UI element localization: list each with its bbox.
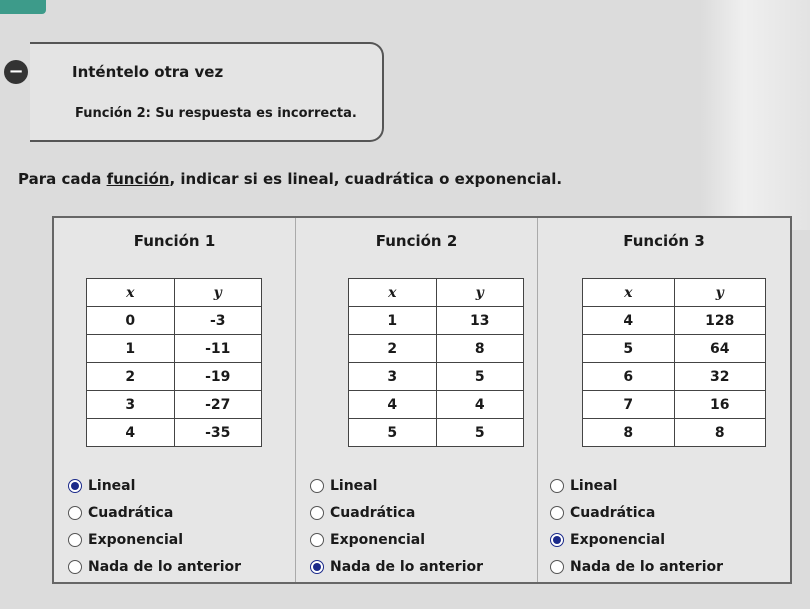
table-cell: 4 xyxy=(583,307,675,335)
table-row xyxy=(583,363,766,391)
table-row xyxy=(87,307,262,335)
table-row xyxy=(87,391,262,419)
table-cell: 8 xyxy=(583,419,675,447)
radio-button[interactable] xyxy=(68,560,82,574)
table-row xyxy=(583,419,766,447)
table-row xyxy=(349,307,524,335)
answer-options xyxy=(68,472,241,580)
answer-option[interactable] xyxy=(310,472,483,499)
option-label[interactable]: Exponencial xyxy=(88,531,184,548)
table-row xyxy=(87,363,262,391)
radio-button[interactable] xyxy=(68,479,82,493)
function-column xyxy=(538,218,790,582)
table-row xyxy=(349,419,524,447)
answer-option[interactable] xyxy=(550,553,723,580)
table-cell: -11 xyxy=(174,335,262,363)
feedback-banner xyxy=(30,42,384,142)
option-label[interactable]: Nada de lo anterior xyxy=(570,558,724,575)
table-cell: 4 xyxy=(436,391,524,419)
radio-button[interactable] xyxy=(550,479,564,493)
table-cell: 6 xyxy=(583,363,675,391)
table-cell: -3 xyxy=(174,307,262,335)
function-title: Función 3 xyxy=(623,232,705,250)
answer-option[interactable] xyxy=(310,526,483,553)
table-cell: 13 xyxy=(436,307,524,335)
table-cell: 128 xyxy=(674,307,766,335)
table-cell: 5 xyxy=(349,419,437,447)
table-row xyxy=(349,391,524,419)
radio-button[interactable] xyxy=(550,533,564,547)
radio-button[interactable] xyxy=(550,560,564,574)
radio-button[interactable] xyxy=(68,533,82,547)
answer-option[interactable] xyxy=(550,526,723,553)
function-title: Función 1 xyxy=(133,232,216,250)
table-cell: 1 xyxy=(349,307,437,335)
table-row xyxy=(583,335,766,363)
column-header: y xyxy=(674,279,766,307)
table-cell: 8 xyxy=(436,335,524,363)
column-header: x xyxy=(87,279,175,307)
table-cell: 7 xyxy=(583,391,675,419)
values-table xyxy=(348,278,524,447)
function-title: Función 2 xyxy=(375,232,458,250)
table-header-row xyxy=(349,279,524,307)
table-cell: 32 xyxy=(674,363,766,391)
funcion-link[interactable]: función xyxy=(106,170,170,188)
radio-button[interactable] xyxy=(310,560,324,574)
option-label[interactable]: Cuadrática xyxy=(330,504,416,521)
answer-options xyxy=(550,472,723,580)
option-label[interactable]: Lineal xyxy=(570,477,618,494)
option-label[interactable]: Lineal xyxy=(88,477,136,494)
table-cell: 5 xyxy=(436,363,524,391)
table-cell: 2 xyxy=(349,335,437,363)
feedback-title: Inténtelo otra vez xyxy=(72,63,224,81)
radio-button[interactable] xyxy=(310,479,324,493)
table-cell: 4 xyxy=(87,419,175,447)
column-header: y xyxy=(174,279,262,307)
table-cell: 1 xyxy=(87,335,175,363)
column-header: y xyxy=(436,279,524,307)
table-row xyxy=(349,335,524,363)
answer-option[interactable] xyxy=(310,553,483,580)
table-header-row xyxy=(87,279,262,307)
table-cell: 64 xyxy=(674,335,766,363)
table-row xyxy=(583,307,766,335)
table-row xyxy=(583,391,766,419)
table-cell: 2 xyxy=(87,363,175,391)
table-cell: -27 xyxy=(174,391,262,419)
top-tab[interactable] xyxy=(0,0,46,14)
values-table xyxy=(582,278,766,447)
values-table xyxy=(86,278,262,447)
table-cell: -19 xyxy=(174,363,262,391)
option-label[interactable]: Cuadrática xyxy=(570,504,656,521)
function-column xyxy=(296,218,538,582)
table-cell: -35 xyxy=(174,419,262,447)
option-label[interactable]: Exponencial xyxy=(330,531,426,548)
table-cell: 16 xyxy=(674,391,766,419)
instruction-suffix: , indicar si es lineal, cuadrática o exponencial. xyxy=(169,170,563,188)
radio-button[interactable] xyxy=(310,533,324,547)
answer-option[interactable] xyxy=(68,553,241,580)
screen-glare xyxy=(700,0,810,230)
answer-option[interactable] xyxy=(310,499,483,526)
table-row xyxy=(87,419,262,447)
question-box xyxy=(52,216,792,584)
answer-options xyxy=(310,472,483,580)
table-row xyxy=(349,363,524,391)
answer-option[interactable] xyxy=(68,472,241,499)
answer-option[interactable] xyxy=(550,499,723,526)
table-cell: 4 xyxy=(349,391,437,419)
answer-option[interactable] xyxy=(68,526,241,553)
instruction-prefix: Para cada xyxy=(18,170,107,188)
table-cell: 3 xyxy=(87,391,175,419)
radio-button[interactable] xyxy=(68,506,82,520)
radio-button[interactable] xyxy=(550,506,564,520)
answer-option[interactable] xyxy=(550,472,723,499)
answer-option[interactable] xyxy=(68,499,241,526)
table-cell: 3 xyxy=(349,363,437,391)
column-header: x xyxy=(349,279,437,307)
option-label[interactable]: Cuadrática xyxy=(88,504,174,521)
function-column xyxy=(54,218,296,582)
table-header-row xyxy=(583,279,766,307)
option-label[interactable]: Nada de lo anterior xyxy=(330,558,484,575)
instruction xyxy=(18,170,562,188)
option-label[interactable]: Lineal xyxy=(330,477,378,494)
table-row xyxy=(87,335,262,363)
radio-button[interactable] xyxy=(310,506,324,520)
table-cell: 8 xyxy=(674,419,766,447)
column-header: x xyxy=(583,279,675,307)
table-cell: 5 xyxy=(583,335,675,363)
minus-circle-icon: − xyxy=(4,60,28,84)
feedback-message: Función 2: Su respuesta es incorrecta. xyxy=(75,106,357,121)
table-cell: 0 xyxy=(87,307,175,335)
option-label[interactable]: Exponencial xyxy=(570,531,666,548)
option-label[interactable]: Nada de lo anterior xyxy=(88,558,242,575)
table-cell: 5 xyxy=(436,419,524,447)
